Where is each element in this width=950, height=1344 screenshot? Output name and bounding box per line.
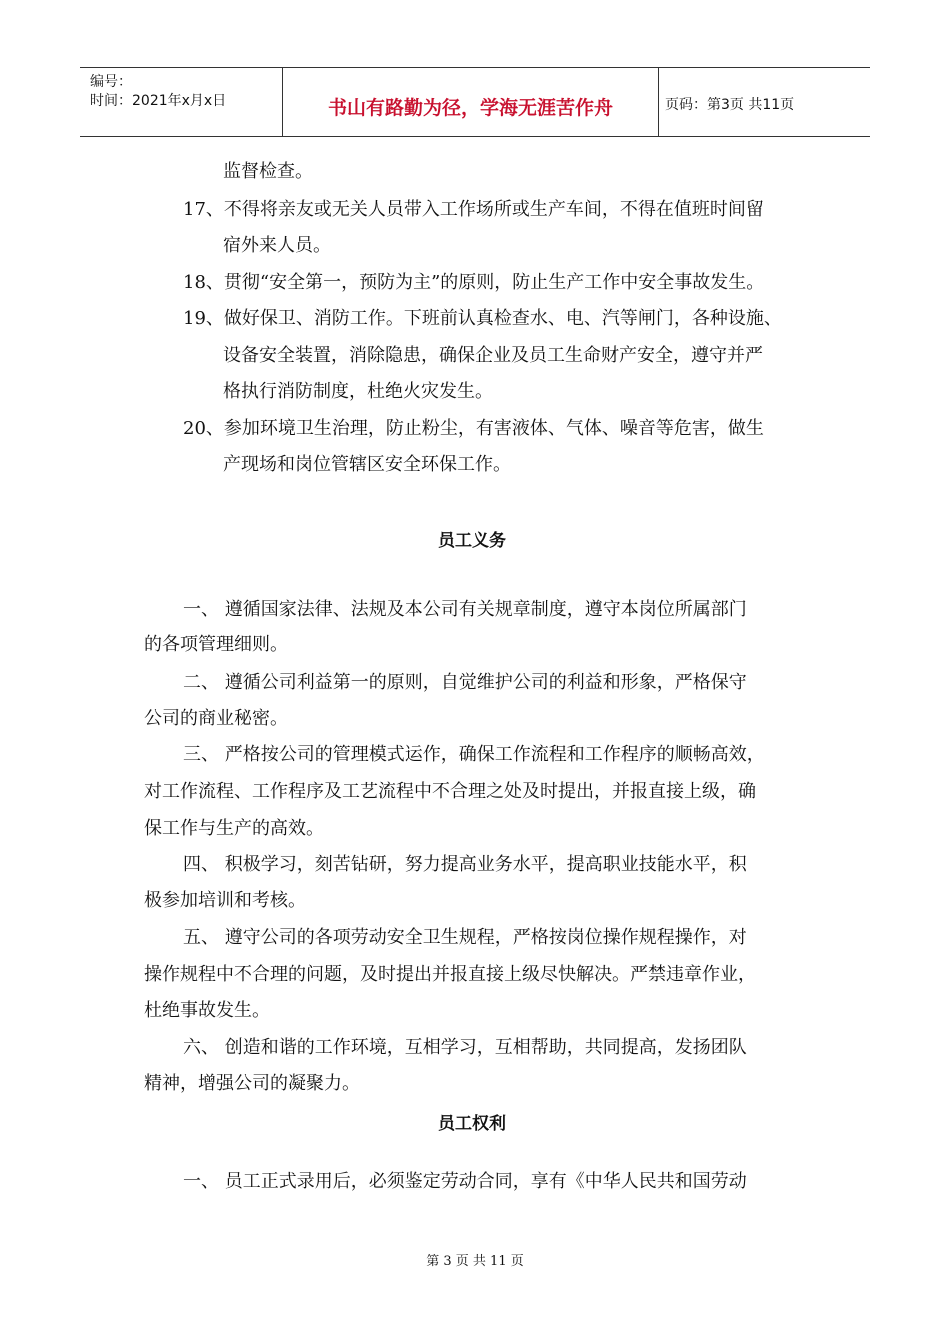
header-meta-cell (80, 68, 283, 136)
page-header (80, 67, 870, 137)
obligation-line: 杜绝事故发生。 (144, 1000, 270, 1021)
obligation-line: 一、 遵循国家法律、法规及本公司有关规章制度，遵守本岗位所属部门 (183, 599, 747, 620)
doc-time-label: 时间：2021年x月x日 (90, 93, 227, 109)
body-line: 宿外来人员。 (223, 235, 331, 256)
header-page-info: 页码：第3页 共11页 (665, 97, 795, 113)
body-line: 监督检查。 (223, 161, 313, 182)
obligation-line: 极参加培训和考核。 (144, 890, 306, 911)
page-footer: 第 3 页 共 11 页 (426, 1254, 524, 1269)
body-line: 20、参加环境卫生治理，防止粉尘，有害液体、气体、噪音等危害，做生 (183, 418, 764, 439)
section-title-rights: 员工权利 (438, 1114, 506, 1134)
header-motto: 书山有路勤为径，学海无涯苦作舟 (327, 96, 613, 119)
obligation-line: 五、 遵守公司的各项劳动安全卫生规程，严格按岗位操作规程操作，对 (183, 927, 747, 948)
body-line: 设备安全装置，消除隐患，确保企业及员工生命财产安全，遵守并严 (223, 345, 763, 366)
obligation-line: 公司的商业秘密。 (144, 708, 288, 729)
doc-code-label: 编号： (90, 74, 132, 90)
obligation-line: 三、 严格按公司的管理模式运作，确保工作流程和工作程序的顺畅高效， (183, 744, 765, 765)
body-line: 格执行消防制度，杜绝火灾发生。 (223, 381, 493, 402)
obligation-line: 的各项管理细则。 (144, 634, 288, 655)
obligation-line: 操作规程中不合理的问题，及时提出并报直接上级尽快解决。严禁违章作业， (144, 964, 756, 985)
obligation-line: 保工作与生产的高效。 (144, 818, 324, 839)
body-line: 产现场和岗位管辖区安全环保工作。 (223, 454, 511, 475)
section-title-obligations: 员工义务 (438, 531, 506, 551)
obligation-line: 六、 创造和谐的工作环境，互相学习，互相帮助，共同提高，发扬团队 (183, 1037, 747, 1058)
obligation-line: 四、 积极学习，刻苦钻研，努力提高业务水平，提高职业技能水平，积 (183, 854, 747, 875)
rights-line: 一、 员工正式录用后，必须鉴定劳动合同，享有《中华人民共和国劳动 (183, 1171, 747, 1192)
obligation-line: 精神，增强公司的凝聚力。 (144, 1073, 360, 1094)
obligation-line: 二、 遵循公司利益第一的原则，自觉维护公司的利益和形象，严格保守 (183, 672, 747, 693)
body-line: 18、贯彻“安全第一，预防为主”的原则，防止生产工作中安全事故发生。 (183, 272, 765, 293)
header-motto-cell (283, 68, 659, 136)
body-line: 17、不得将亲友或无关人员带入工作场所或生产车间，不得在值班时间留 (183, 199, 764, 220)
body-line: 19、做好保卫、消防工作。下班前认真检查水、电、汽等闸门，各种设施、 (183, 308, 782, 329)
obligation-line: 对工作流程、工作程序及工艺流程中不合理之处及时提出，并报直接上级，确 (144, 781, 756, 802)
